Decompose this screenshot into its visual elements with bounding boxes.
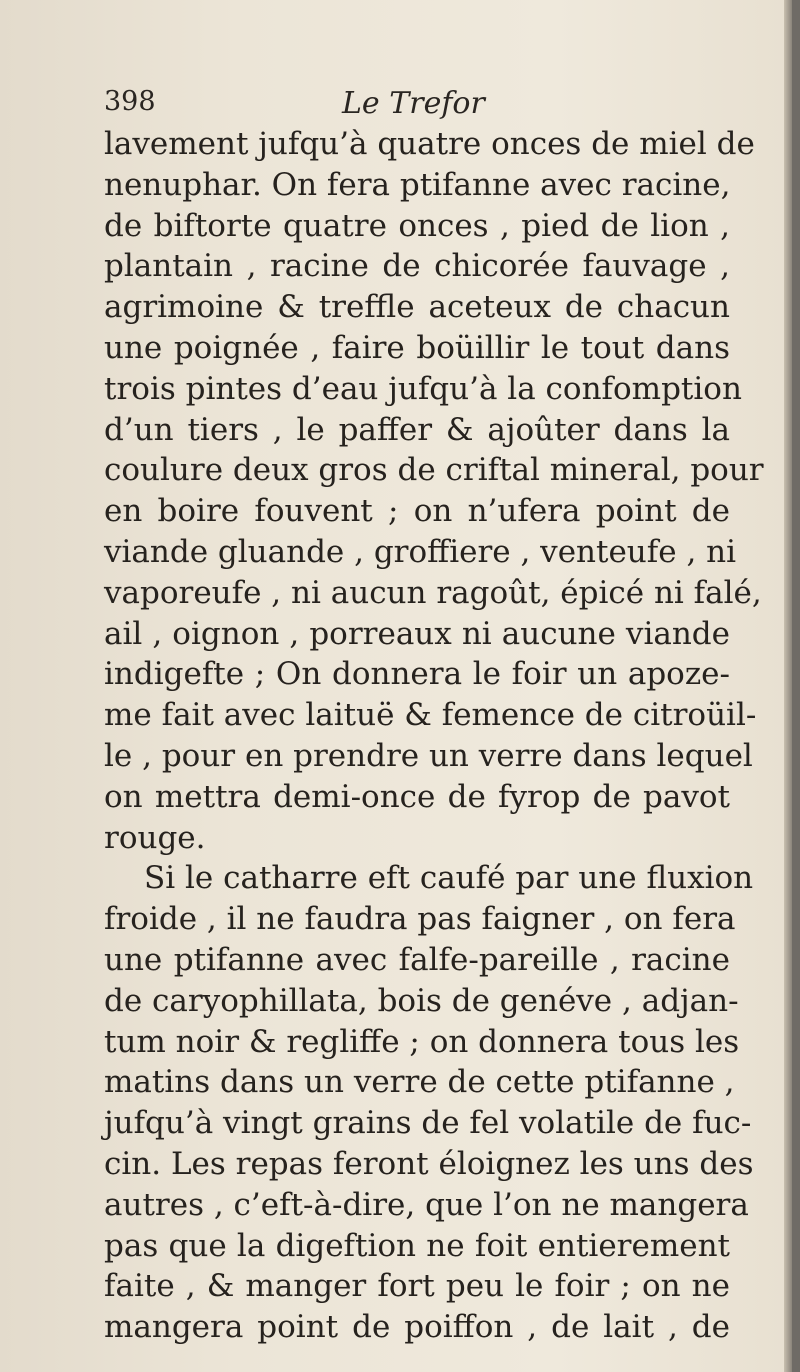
text-line: nenuphar. On fera ptifanne avec racine, [104, 166, 731, 203]
text-line: me fait avec laituë & femence de citroüil- [104, 697, 757, 734]
text-line: plantain , racine de chicorée fauvage , [104, 248, 730, 285]
text-line: viande gluande , groffiere , venteufe , ni [104, 533, 737, 570]
text-line: faite , & manger fort peu le foir ; on ne [104, 1268, 730, 1305]
text-line: vaporeufe , ni aucun ragoût, épicé ni falé, [104, 574, 762, 611]
text-line: matins dans un verre de cette ptifanne , [104, 1064, 735, 1101]
text-line: autres , c’eft-à-dire, que l’on ne mangera [104, 1186, 749, 1223]
text-line: mangera point de poiffon , de lait , de [104, 1309, 730, 1346]
text-line: trois pintes d’eau jufqu’à la confomption [104, 370, 742, 407]
page-edge [784, 0, 792, 1372]
text-line: rouge. [104, 819, 206, 856]
text-line: jufqu’à vingt grains de fel volatile de fuc- [104, 1105, 752, 1142]
text-line: de biftorte quatre onces , pied de lion , [104, 207, 730, 244]
text-line: indigefte ; On donnera le foir un apoze- [104, 656, 730, 693]
text-line: une poignée , faire boüillir le tout dans [104, 329, 730, 366]
text-line: Si le catharre eft caufé par une fluxion [144, 860, 754, 897]
running-head [104, 86, 704, 126]
text-line: ail , oignon , porreaux ni aucune viande [104, 615, 730, 652]
text-line: tum noir & regliffe ; on donnera tous les [104, 1023, 740, 1060]
text-line: coulure deux gros de criftal mineral, pour [104, 452, 764, 489]
text-line: le , pour en prendre un verre dans lequel [104, 737, 753, 774]
text-line: d’un tiers , le paffer & ajoûter dans la [104, 411, 730, 448]
text-line: cin. Les repas feront éloignez les uns des [104, 1145, 754, 1182]
text-line: de caryophillata, bois de genéve , adjan- [104, 982, 739, 1019]
body-text [104, 124, 764, 1348]
text-line: en boire fouvent ; on n’ufera point de [104, 493, 730, 530]
text-line: froide , il ne faudra pas faigner , on fera [104, 901, 736, 938]
running-title: Le Trefor [342, 86, 485, 121]
text-line: une ptifanne avec falfe-pareille , racine [104, 941, 730, 978]
text-line: pas que la digeftion ne foit entierement [104, 1227, 730, 1264]
text-line: on mettra demi-once de fyrop de pavot [104, 778, 730, 815]
text-line: lavement jufqu’à quatre onces de miel de [104, 126, 755, 162]
page-number: 398 [104, 86, 156, 117]
text-line: agrimoine & treffle aceteux de chacun [104, 289, 730, 326]
